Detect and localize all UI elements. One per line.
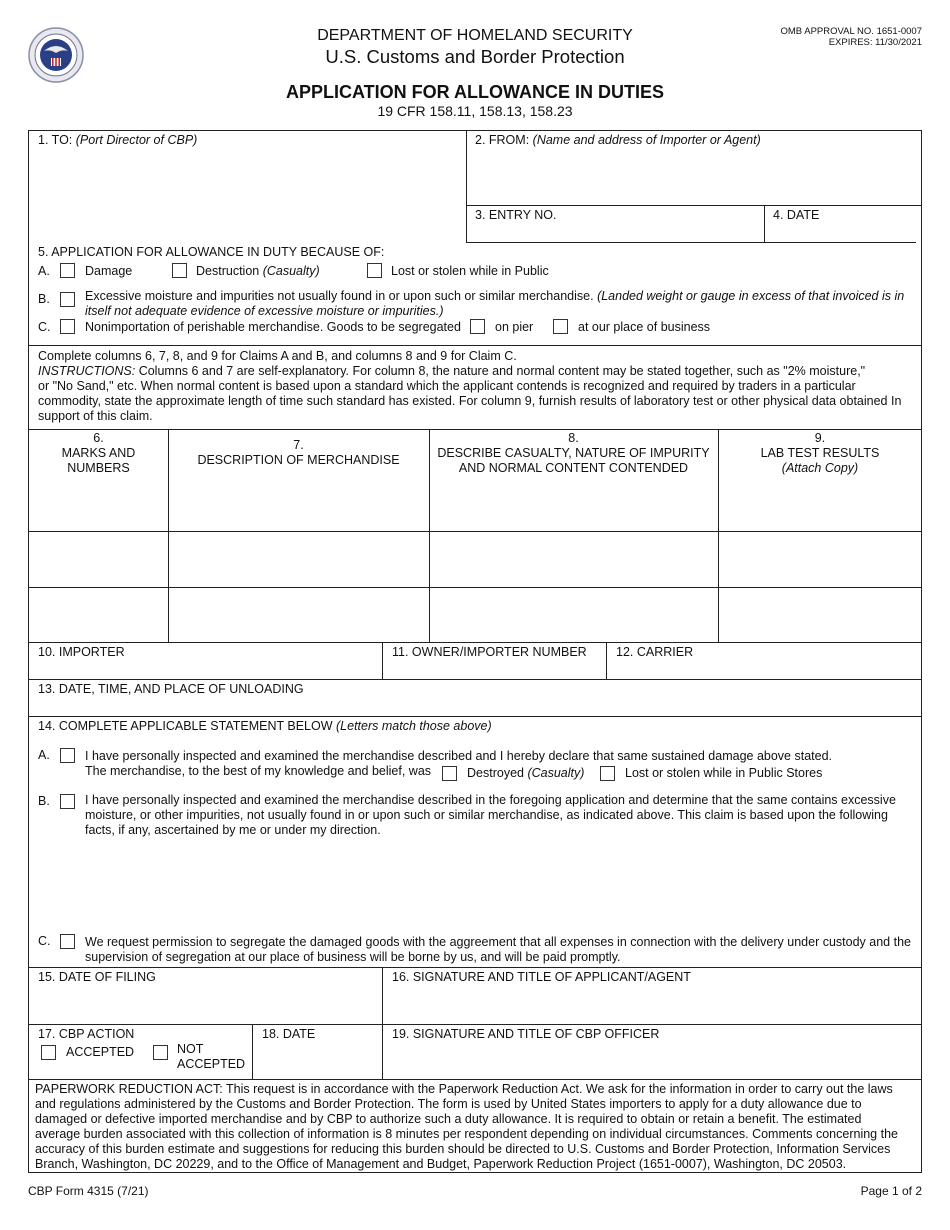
damage-checkbox[interactable] xyxy=(60,263,75,278)
nonimportation-label: Nonimportation of perishable merchandise. Goods to be segregated xyxy=(85,320,461,334)
field-11-owner-importer-number[interactable]: 11. OWNER/IMPORTER NUMBER xyxy=(392,645,587,659)
column-8-header xyxy=(429,431,718,476)
column-7-number: 7. xyxy=(293,438,304,452)
instructions-line-4: commodity, state the approximate length of time such standard has existed. For column 9, furnish results of laboratory test or other physical data obtained In xyxy=(38,394,902,408)
nonimportation-checkbox[interactable] xyxy=(60,319,75,334)
not-accepted-checkbox[interactable] xyxy=(153,1045,168,1060)
statement-c-checkbox[interactable] xyxy=(60,934,75,949)
paperwork-line-1: PAPERWORK REDUCTION ACT: This request is in accordance with the Paperwork Reduction Act. We ask for the information in order to carry out the laws xyxy=(35,1082,893,1096)
form-cfr: 19 CFR 158.11, 158.13, 158.23 xyxy=(377,103,573,119)
section-14-title-hint: (Letters match those above) xyxy=(336,719,492,733)
statement-b-line-1: I have personally inspected and examined the merchandise described in the foregoing application and determine that the same contains excessive xyxy=(85,793,896,807)
column-6-line-2: NUMBERS xyxy=(67,461,130,475)
section-5-b-text xyxy=(85,289,920,319)
b-text: Excessive moisture and impurities not usually found in or upon such or similar merchandise. xyxy=(85,289,594,303)
omb-approval: OMB APPROVAL NO. 1651-0007 xyxy=(780,26,922,37)
column-6-number: 6. xyxy=(93,431,104,445)
field-1-label: 1. TO: xyxy=(38,133,73,147)
not-accepted-line-2: ACCEPTED xyxy=(177,1057,246,1071)
instructions-line-5: support of this claim. xyxy=(38,409,153,423)
damage-label: Damage xyxy=(85,264,133,278)
destruction-checkbox[interactable] xyxy=(172,263,187,278)
field-2-hint: (Name and address of Importer or Agent) xyxy=(532,133,761,147)
place-of-business-label: at our place of business xyxy=(578,320,711,334)
field-15-date-of-filing[interactable]: 15. DATE OF FILING xyxy=(38,970,156,984)
section-5-c-letter: C. xyxy=(38,320,51,334)
instructions-line-3: or "No Sand," etc. When normal content is based upon a standard which the applicant contends is recognized and required by traders in a particular xyxy=(38,379,856,393)
column-9-line-2: (Attach Copy) xyxy=(781,461,859,475)
column-6-line-1: MARKS AND xyxy=(61,446,136,460)
column-7-header xyxy=(168,438,429,468)
destroyed-hint: (Casualty) xyxy=(527,766,585,780)
paperwork-line-6: Branch, Washington, DC 20229, and to the Office of Management and Budget, Paperwork Reduction Project (1651-0007), Washington, DC 20503. xyxy=(35,1157,847,1171)
statement-b-text xyxy=(85,793,896,838)
column-9-line-1: LAB TEST RESULTS xyxy=(760,446,880,460)
section-14-title-text: 14. COMPLETE APPLICABLE STATEMENT BELOW xyxy=(38,719,333,733)
column-9-number: 9. xyxy=(814,431,826,445)
not-accepted-label xyxy=(177,1042,245,1072)
section-5-title: 5. APPLICATION FOR ALLOWANCE IN DUTY BECAUSE OF: xyxy=(38,245,385,259)
statement-b-checkbox[interactable] xyxy=(60,794,75,809)
field-12-carrier[interactable]: 12. CARRIER xyxy=(616,645,694,659)
field-13-unloading[interactable]: 13. DATE, TIME, AND PLACE OF UNLOADING xyxy=(38,682,304,696)
column-9-header xyxy=(718,431,922,476)
lost-stolen-stores-checkbox[interactable] xyxy=(600,766,615,781)
field-16-applicant-signature[interactable]: 16. SIGNATURE AND TITLE OF APPLICANT/AGENT xyxy=(392,970,691,984)
destroyed-label xyxy=(467,766,584,782)
statement-a-line-1: I have personally inspected and examined the merchandise described and I hereby declare that same sustained damage above stated. xyxy=(85,749,832,763)
field-19-cbp-officer-signature[interactable]: 19. SIGNATURE AND TITLE OF CBP OFFICER xyxy=(392,1027,660,1041)
paperwork-reduction-act xyxy=(35,1082,920,1172)
field-18-date[interactable]: 18. DATE xyxy=(262,1027,316,1041)
lost-stolen-checkbox[interactable] xyxy=(367,263,382,278)
statement-b-line-2: moisture, or other impurities, not usually found in or upon such or similar merchandise, as indicated above. This claim is based upon the following xyxy=(85,808,888,822)
field-10-importer[interactable]: 10. IMPORTER xyxy=(38,645,125,659)
omb-expires: EXPIRES: 11/30/2021 xyxy=(828,37,922,49)
column-8-line-1: DESCRIBE CASUALTY, NATURE OF IMPURITY xyxy=(437,446,710,460)
paperwork-line-4: average burden associated with this collection of information is 8 minutes per respondent depending on individual circumstances. Comments concerning the xyxy=(35,1127,898,1141)
column-6-header xyxy=(29,431,168,476)
field-4-date[interactable]: 4. DATE xyxy=(773,208,820,222)
field-3-entry-no[interactable]: 3. ENTRY NO. xyxy=(475,208,557,222)
statement-a-line-2: The merchandise, to the best of my knowledge and belief, was xyxy=(85,764,432,778)
field-1-hint: (Port Director of CBP) xyxy=(75,133,198,147)
column-8-line-2: AND NORMAL CONTENT CONTENDED xyxy=(458,461,689,475)
lost-stolen-label: Lost or stolen while in Public xyxy=(391,264,549,278)
lost-stolen-stores-label: Lost or stolen while in Public Stores xyxy=(625,766,823,780)
statement-a-checkbox[interactable] xyxy=(60,748,75,763)
destruction-hint: (Casualty) xyxy=(262,264,320,278)
statement-c-text xyxy=(85,935,911,965)
section-14-b-letter: B. xyxy=(38,794,50,808)
b-italic-1: (Landed weight or gauge in excess of that invoiced is in xyxy=(597,289,905,303)
accepted-checkbox[interactable] xyxy=(41,1045,56,1060)
field-17-cbp-action: 17. CBP ACTION xyxy=(38,1027,135,1041)
statement-c-line-2: supervision of segregation at our place of business will be borne by us, and will be paid promptly. xyxy=(85,950,621,964)
section-5-a-letter: A. xyxy=(38,264,50,278)
column-8-number: 8. xyxy=(568,431,579,445)
statement-b-line-3: facts, if any, ascertained by me or under my direction. xyxy=(85,823,381,837)
page-number: Page 1 of 2 xyxy=(860,1184,922,1198)
form-title: APPLICATION FOR ALLOWANCE IN DUTIES xyxy=(286,82,664,102)
destruction-label xyxy=(196,264,320,280)
form-number: CBP Form 4315 (7/21) xyxy=(28,1184,149,1198)
statement-c-line-1: We request permission to segregate the damaged goods with the aggreement that all expenses in connection with the delivery under custody and the xyxy=(85,935,911,949)
instructions-block xyxy=(38,349,918,424)
section-14-c-letter: C. xyxy=(38,934,51,948)
department-name: DEPARTMENT OF HOMELAND SECURITY xyxy=(317,27,633,44)
instructions-label: INSTRUCTIONS: xyxy=(38,364,136,378)
b-italic-2: itself not adequate evidence of excessive moisture or impurities.) xyxy=(85,304,444,318)
excessive-moisture-checkbox[interactable] xyxy=(60,292,75,307)
section-14-a-letter: A. xyxy=(38,748,50,762)
paperwork-line-3: damaged or defective imported merchandise and by CBP to authorize such a duty allowance. It is required to obtain or retain a benefit. The estimated xyxy=(35,1112,862,1126)
paperwork-line-2: and regulations administered by the Customs and Border Protection. The form is used by United States importers to apply for a duty allowance due to xyxy=(35,1097,862,1111)
on-pier-label: on pier xyxy=(495,320,534,334)
section-14-title xyxy=(38,719,492,735)
instructions-line-2: Columns 6 and 7 are self-explanatory. For column 8, the nature and normal content may be stated together, such as "2% moisture," xyxy=(135,364,866,378)
agency-name: U.S. Customs and Border Protection xyxy=(325,46,625,67)
destroyed-text: Destroyed xyxy=(467,766,524,780)
instructions-line-1: Complete columns 6, 7, 8, and 9 for Claims A and B, and columns 8 and 9 for Claim C. xyxy=(38,349,517,363)
place-of-business-checkbox[interactable] xyxy=(553,319,568,334)
accepted-label: ACCEPTED xyxy=(66,1045,135,1059)
destruction-text: Destruction xyxy=(196,264,260,278)
field-2-from[interactable] xyxy=(475,133,761,149)
field-2-label: 2. FROM: xyxy=(475,133,530,147)
column-7-line-1: DESCRIPTION OF MERCHANDISE xyxy=(197,453,400,467)
field-1-to[interactable] xyxy=(38,133,197,149)
paperwork-line-5: accuracy of this burden estimate and suggestions for reducing this burden should be directed to U.S. Customs and Border Protection, Information Services xyxy=(35,1142,891,1156)
on-pier-checkbox[interactable] xyxy=(470,319,485,334)
section-5-b-letter: B. xyxy=(38,292,50,306)
not-accepted-line-1: NOT xyxy=(177,1042,204,1056)
destroyed-checkbox[interactable] xyxy=(442,766,457,781)
form-body xyxy=(28,130,922,1173)
